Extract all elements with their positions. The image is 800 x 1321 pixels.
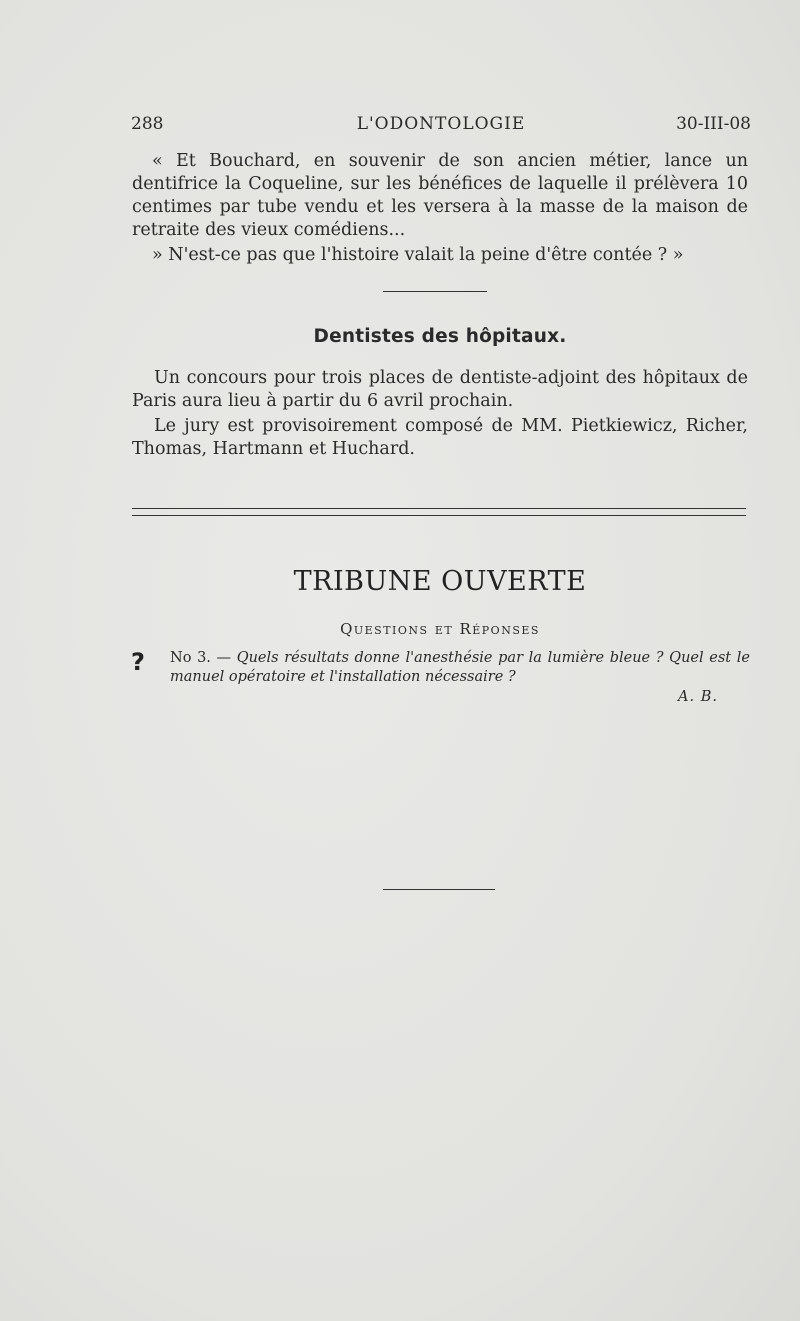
question-text: Quels résultats donne l'anesthésie par la lumière bleue ? Quel est le manuel opératoire et l'installation nécessaire ? [170, 650, 750, 685]
tribune-title: TRIBUNE OUVERTE [293, 566, 587, 597]
page-number: 288 [131, 114, 164, 134]
questions-reponses-heading [132, 620, 748, 638]
running-head [131, 114, 751, 140]
paragraph-bouchard: « Et Bouchard, en souvenir de son ancien métier, lance un dentifrice la Coqueline, sur les bénéfices de laquelle il prélèvera 10 centimes par tube vendu et les versera à la masse de la maison de retraite des vieux comédiens... [132, 151, 748, 240]
issue-date: 30-III-08 [676, 114, 751, 134]
end-divider [383, 889, 495, 890]
section-divider [383, 291, 487, 292]
question-mark-icon: ? [131, 648, 145, 676]
paragraph-concours: Un concours pour trois places de dentiste-adjoint des hôpitaux de Paris aura lieu à partir du 6 avril prochain. [132, 368, 748, 411]
question-signature: A. B. [678, 689, 718, 705]
question-block [170, 649, 750, 687]
paragraph-histoire: » N'est-ce pas que l'histoire valait la peine d'être contée ? » [152, 245, 684, 265]
paragraph-jury: Le jury est provisoirement composé de MM. Pietkiewicz, Richer, Thomas, Hartmann et Huchard. [132, 416, 748, 459]
section-heading: Dentistes des hôpitaux. [313, 326, 567, 347]
questions-reponses-text: Questions et Réponses [340, 620, 540, 638]
double-rule-divider [132, 508, 746, 516]
question-number: No 3. — [170, 650, 232, 666]
journal-title: L'ODONTOLOGIE [356, 114, 526, 134]
